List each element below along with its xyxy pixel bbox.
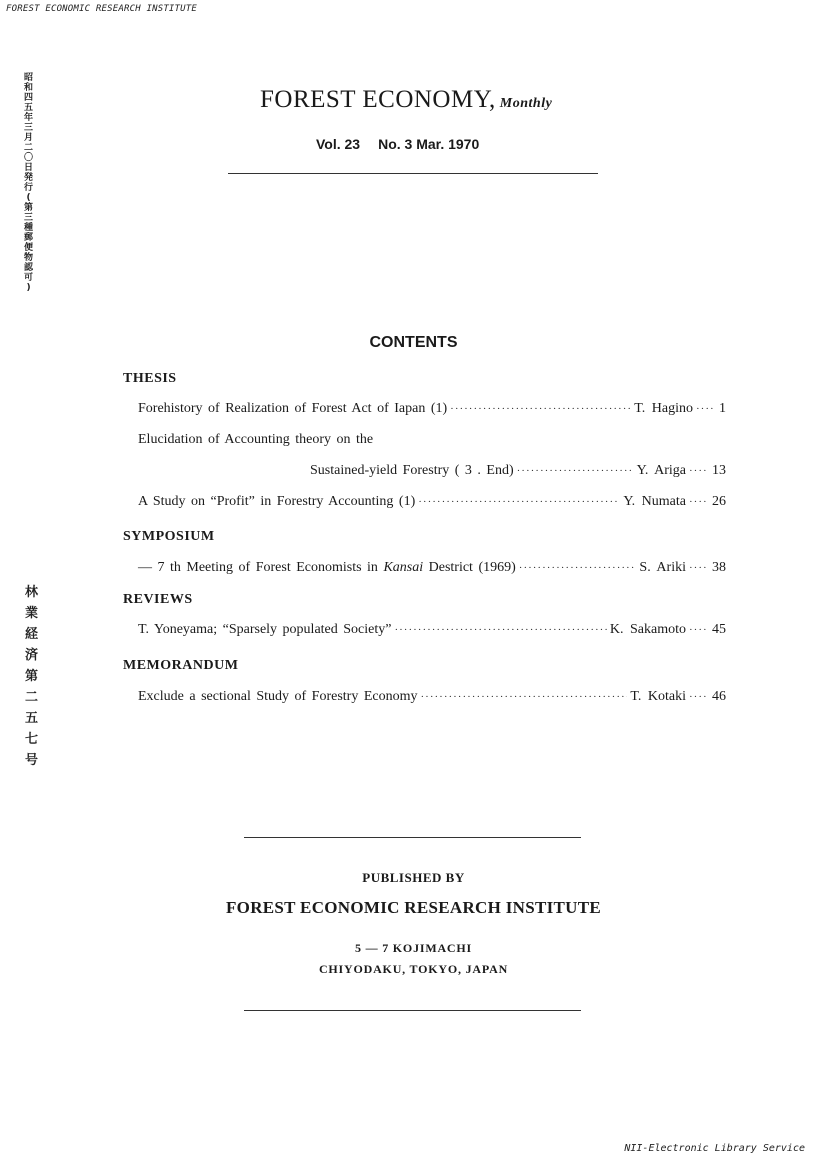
toc-entry[interactable]: [138, 689, 726, 705]
vertical-char: 月: [24, 133, 34, 143]
leader-dots: [696, 403, 714, 415]
vertical-char: 号: [25, 753, 39, 768]
leader-dots: [517, 465, 634, 477]
toc-entry-title-line: Elucidation of Accounting theory on the: [138, 432, 374, 447]
vertical-char: 二: [25, 690, 39, 705]
contents-heading: CONTENTS: [369, 334, 458, 351]
vertical-publication-note: [24, 74, 33, 294]
publisher-top-rule: [244, 837, 581, 838]
leader-dots: [519, 562, 637, 574]
vertical-char: 日: [24, 163, 34, 173]
publisher-address-line-1: 5 — 7 KOJIMACHI: [355, 941, 472, 955]
vertical-char: 年: [24, 113, 34, 123]
vertical-char: 業: [25, 606, 39, 621]
toc-entry-author: T. Kotaki: [630, 689, 686, 704]
leader-dots: [689, 691, 707, 703]
journal-subtitle: Monthly: [499, 96, 553, 111]
leader-dots: [689, 496, 707, 508]
vertical-char: 和: [24, 83, 34, 93]
vertical-char: 行: [24, 183, 34, 193]
toc-entry-title-italic: Kansai: [383, 560, 424, 575]
publisher-bottom-rule: [244, 1010, 581, 1011]
leader-dots: [421, 691, 628, 703]
title-rule: [228, 173, 598, 174]
toc-entry-title-prefix: — 7 th Meeting of Forest Economists in: [138, 560, 384, 575]
toc-entry-title: Exclude a sectional Study of Forestry Economy: [138, 689, 418, 704]
section-symposium: SYMPOSIUM: [123, 529, 215, 544]
toc-entry[interactable]: [138, 622, 726, 638]
toc-entry[interactable]: [138, 494, 726, 510]
vertical-char: 便: [24, 243, 34, 253]
toc-entry-author: T. Hagino: [634, 401, 693, 416]
vertical-char: 郵: [24, 233, 34, 243]
vertical-char: 発: [24, 173, 34, 183]
vertical-char: 三: [24, 213, 34, 223]
toc-entry[interactable]: [138, 560, 726, 576]
vertical-char: 認: [24, 263, 34, 273]
toc-entry-page: 46: [712, 689, 726, 704]
leader-dots: [418, 496, 620, 508]
header-institute-strip: FOREST ECONOMIC RESEARCH INSTITUTE: [6, 4, 198, 14]
toc-entry[interactable]: [138, 401, 726, 417]
vertical-char: 四: [24, 93, 34, 103]
toc-entry-author: Y. Ariga: [636, 463, 686, 478]
toc-entry-page: 45: [712, 622, 726, 637]
vertical-char: 七: [25, 732, 39, 747]
journal-title-text: FOREST ECONOMY,: [260, 86, 496, 113]
vertical-char: (: [26, 193, 31, 203]
footer-service-strip: NII-Electronic Library Service: [624, 1143, 805, 1154]
leader-dots: [689, 624, 707, 636]
section-reviews: REVIEWS: [123, 592, 193, 607]
toc-entry-author: S. Ariki: [639, 560, 686, 575]
vertical-journal-number: [25, 586, 38, 775]
toc-entry-title: A Study on “Profit” in Forestry Accounting (1): [138, 494, 416, 509]
published-by-label: PUBLISHED BY: [362, 870, 465, 885]
leader-dots: [450, 403, 631, 415]
leader-dots: [394, 624, 606, 636]
vertical-char: 済: [25, 648, 39, 663]
toc-entry-author: Y. Numata: [623, 494, 686, 509]
vertical-char: ): [26, 283, 31, 293]
leader-dots: [689, 562, 707, 574]
vertical-char: 二: [24, 143, 34, 153]
vertical-char: 〇: [24, 153, 34, 163]
vertical-char: 林: [25, 585, 39, 600]
toc-entry-title: Forehistory of Realization of Forest Act of Iapan (1): [138, 401, 448, 416]
leader-dots: [689, 465, 707, 477]
toc-entry-author: K. Sakamoto: [609, 622, 686, 637]
vertical-char: 第: [24, 203, 34, 213]
vertical-char: 昭: [24, 73, 34, 83]
vertical-char: 五: [24, 103, 34, 113]
toc-entry-title: [138, 560, 516, 576]
publisher-name: FOREST ECONOMIC RESEARCH INSTITUTE: [226, 898, 601, 917]
vertical-char: 物: [24, 253, 34, 263]
issue-label: No. 3 Mar. 1970: [378, 136, 480, 152]
vertical-char: 五: [25, 711, 39, 726]
toc-entry-page: 13: [712, 463, 726, 478]
vertical-char: 可: [24, 273, 34, 283]
vertical-char: 第: [25, 669, 39, 684]
toc-entry-page: 38: [712, 560, 726, 575]
toc-entry-page: 26: [712, 494, 726, 509]
issue-line: [316, 136, 479, 152]
vertical-char: 三: [24, 123, 34, 133]
journal-title: [260, 86, 552, 114]
section-thesis: THESIS: [123, 371, 177, 386]
volume-label: Vol. 23: [316, 136, 361, 152]
vertical-char: 経: [25, 627, 39, 642]
toc-entry-title: T. Yoneyama; “Sparsely populated Society”: [138, 622, 392, 637]
publisher-address-line-2: CHIYODAKU, TOKYO, JAPAN: [318, 962, 509, 976]
section-memorandum: MEMORANDUM: [123, 658, 239, 673]
toc-entry[interactable]: [310, 463, 726, 479]
toc-entry-title: Sustained-yield Forestry ( 3 . End): [310, 463, 514, 478]
toc-entry-title-suffix: Destrict (1969): [423, 560, 516, 575]
vertical-char: 種: [24, 223, 34, 233]
toc-entry-page: 1: [719, 401, 726, 416]
